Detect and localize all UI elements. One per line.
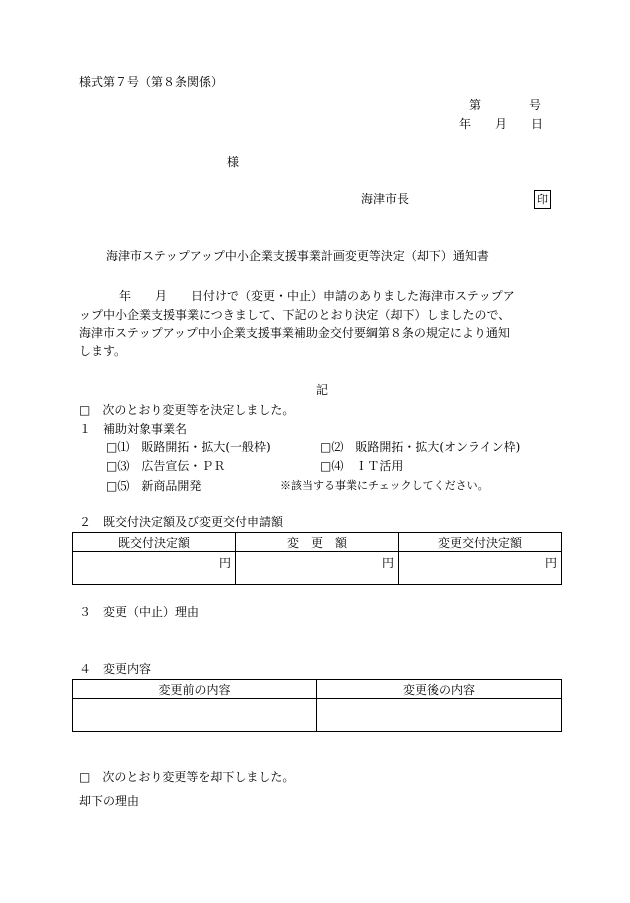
approve-checkbox-line: □ 次のとおり変更等を決定しました。: [79, 403, 295, 417]
column-header-change-amount: 変 更 額: [236, 533, 399, 552]
option-advertising: □⑶ 広告宣伝・ＰＲ: [106, 459, 226, 473]
new-amount-cell: 円: [399, 552, 562, 585]
document-date: 年 月 日: [459, 117, 544, 131]
issuer-name: 海津市長: [361, 192, 410, 206]
column-header-after: 変更後の内容: [317, 680, 562, 699]
body-line-2: ップ中小企業支援事業につきまして、下記のとおり決定（却下）しましたので、: [79, 308, 511, 322]
body-line-1: 年 月 日付けで（変更・中止）申請のありました海津市ステップア: [95, 289, 515, 303]
amount-table: [72, 532, 562, 585]
option-sales-general: □⑴ 販路開拓・拡大(一般枠): [106, 440, 271, 454]
before-content-cell: [73, 699, 317, 732]
seal-stamp: 印: [534, 190, 551, 209]
table-row: [73, 680, 562, 699]
prior-amount-cell: 円: [73, 552, 236, 585]
after-content-cell: [317, 699, 562, 732]
form-label: 様式第７号（第８条関係）: [79, 75, 224, 89]
body-line-3: 海津市ステップアップ中小企業支援事業補助金交付要綱第８条の規定により通知: [79, 326, 510, 340]
option-it: □⑷ ＩＴ活用: [320, 459, 404, 473]
table-row: [73, 552, 562, 585]
column-header-prior-amount: 既交付決定額: [73, 533, 236, 552]
section-2-heading: ２ 既交付決定額及び変更交付申請額: [79, 515, 284, 529]
column-header-new-amount: 変更交付決定額: [399, 533, 562, 552]
table-row: [73, 699, 562, 732]
document-title: 海津市ステップアップ中小企業支援事業計画変更等決定（却下）通知書: [106, 249, 489, 263]
document-number: 第 号: [469, 98, 542, 112]
option-new-product: □⑸ 新商品開発: [106, 479, 202, 493]
ki-heading: 記: [316, 383, 329, 397]
change-amount-cell: 円: [236, 552, 399, 585]
section-3-heading: ３ 変更（中止）理由: [79, 605, 200, 619]
change-content-table: [72, 679, 562, 732]
check-note: ※該当する事業にチェックしてください。: [280, 479, 489, 492]
rejection-reason-label: 却下の理由: [79, 794, 140, 808]
column-header-before: 変更前の内容: [73, 680, 317, 699]
section-4-heading: ４ 変更内容: [79, 662, 152, 676]
addressee-honorific: 様: [227, 155, 240, 169]
table-row: [73, 533, 562, 552]
option-sales-online: □⑵ 販路開拓・拡大(オンライン枠): [320, 440, 521, 454]
section-1-heading: １ 補助対象事業名: [79, 422, 188, 436]
body-line-4: します。: [79, 344, 127, 358]
reject-checkbox-line: □ 次のとおり変更等を却下しました。: [79, 770, 295, 784]
